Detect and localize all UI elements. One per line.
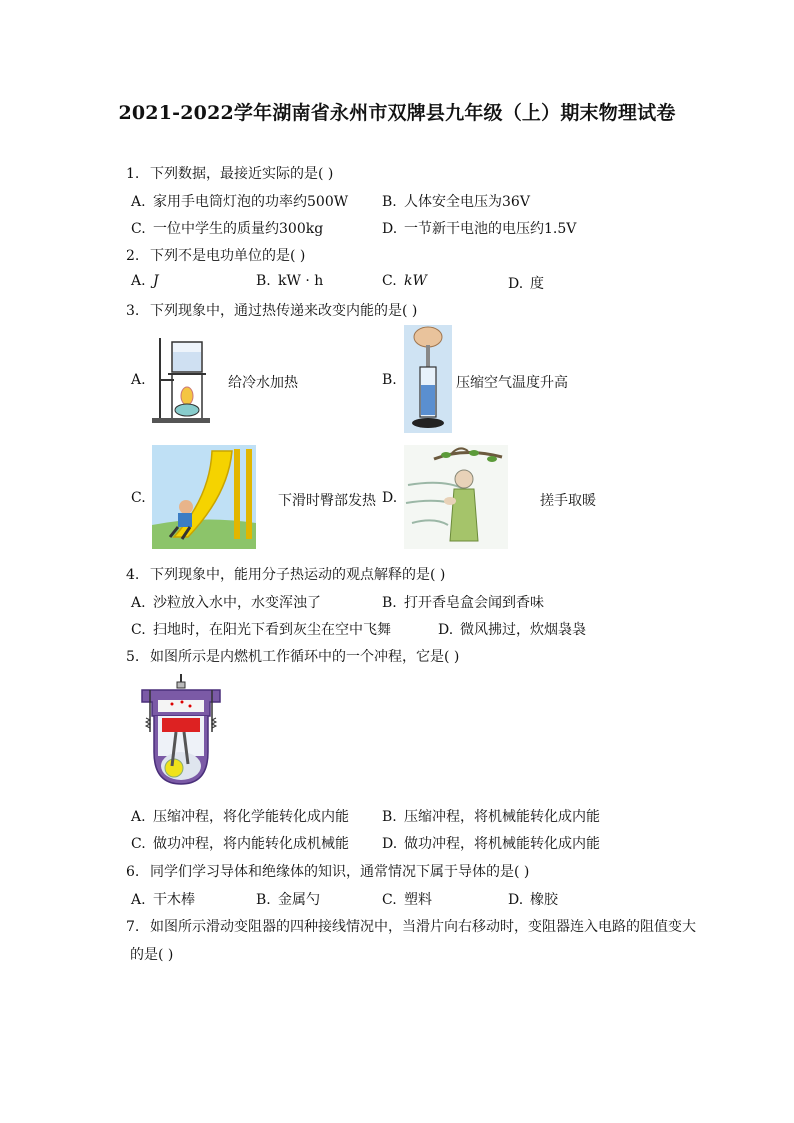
option-text: 做功冲程，将机械能转化成内能	[404, 836, 600, 852]
question-text: 同学们学习导体和绝缘体的知识，通常情况下属于导体的是( )	[150, 864, 530, 880]
option-label: B.	[382, 595, 397, 611]
option-label: B.	[256, 273, 271, 289]
question-number: 1.	[126, 166, 140, 182]
option-label: D.	[438, 622, 454, 638]
option-text: 度	[530, 276, 544, 292]
option-text: 一位中学生的质量约300kg	[153, 221, 324, 237]
option-3b-label: B.	[382, 372, 397, 388]
option-2b	[256, 273, 323, 289]
question-text: 如图所示是内燃机工作循环中的一个冲程，它是( )	[150, 649, 460, 665]
option-6b	[256, 889, 320, 909]
option-6c	[382, 889, 432, 909]
question-text: 下列现象中，通过热传递来改变内能的是( )	[150, 303, 418, 319]
question-6-stem	[126, 861, 529, 881]
option-text: 金属勺	[278, 892, 320, 908]
option-label: A.	[131, 194, 146, 210]
option-label: B.	[382, 194, 397, 210]
option-label: D.	[508, 276, 524, 292]
option-label: B.	[382, 809, 397, 825]
option-5a	[131, 806, 349, 826]
question-2-stem	[126, 245, 305, 265]
option-3d-caption: 搓手取暖	[540, 493, 596, 509]
engine-stroke-illustration	[136, 672, 226, 790]
option-1c	[131, 218, 323, 238]
option-label: C.	[382, 273, 397, 289]
option-text: 橡胶	[530, 892, 558, 908]
option-label: D.	[382, 221, 398, 237]
option-text: J	[153, 273, 159, 289]
option-3b-caption: 压缩空气温度升高	[456, 375, 568, 391]
option-1d	[382, 218, 576, 238]
question-text: 下列现象中，能用分子热运动的观点解释的是( )	[150, 567, 446, 583]
question-text: 如图所示滑动变阻器的四种接线情况中，当滑片向右移动时，变阻器连入电路的阻值变大	[150, 919, 696, 935]
option-text: 打开香皂盒会闻到香味	[404, 595, 544, 611]
option-label: B.	[256, 892, 271, 908]
option-label: A.	[131, 273, 146, 289]
question-number: 5.	[126, 649, 140, 665]
option-5b	[382, 806, 600, 826]
option-5d	[382, 833, 600, 853]
question-7-stem-continued: 的是( )	[130, 947, 174, 963]
question-number: 2.	[126, 248, 140, 264]
option-4b	[382, 592, 544, 612]
option-label: A.	[131, 892, 146, 908]
option-4d	[438, 619, 586, 639]
question-text: 下列不是电功单位的是( )	[150, 248, 306, 264]
rubbing-hands-illustration	[404, 445, 508, 549]
question-1-stem	[126, 163, 333, 183]
option-3c-caption: 下滑时臀部发热	[278, 493, 376, 509]
option-text: 做功冲程，将内能转化成机械能	[153, 836, 349, 852]
option-1b	[382, 191, 530, 211]
option-4c	[131, 619, 391, 639]
question-number: 4.	[126, 567, 140, 583]
question-4-stem	[126, 564, 445, 584]
page-title: 2021-2022学年湖南省永州市双牌县九年级（上）期末物理试卷	[118, 102, 676, 124]
slide-illustration	[152, 445, 256, 549]
option-text: 微风拂过，炊烟袅袅	[460, 622, 586, 638]
option-text: 塑料	[404, 892, 432, 908]
option-2c	[382, 273, 427, 289]
option-4a	[131, 592, 321, 612]
option-6d	[508, 889, 558, 909]
question-number: 3.	[126, 303, 140, 319]
question-3-stem	[126, 300, 417, 320]
option-label: A.	[131, 809, 146, 825]
question-number: 6.	[126, 864, 140, 880]
option-text: 干木棒	[153, 892, 195, 908]
option-text: kW	[404, 273, 427, 289]
option-3a-caption: 给冷水加热	[228, 375, 298, 391]
option-label: D.	[508, 892, 524, 908]
option-label: C.	[382, 892, 397, 908]
option-3a-label: A.	[131, 372, 146, 388]
option-label: A.	[131, 595, 146, 611]
question-7-stem	[126, 916, 696, 936]
question-text: 下列数据，最接近实际的是( )	[150, 166, 334, 182]
question-number: 7.	[126, 919, 140, 935]
option-3c-label: C.	[131, 490, 146, 506]
option-text: 压缩冲程，将机械能转化成内能	[404, 809, 600, 825]
option-text: kW · h	[278, 273, 324, 289]
option-1a	[131, 191, 348, 211]
option-label: C.	[131, 836, 146, 852]
option-label: C.	[131, 622, 146, 638]
option-text: 扫地时，在阳光下看到灰尘在空中飞舞	[153, 622, 391, 638]
option-text: 家用手电筒灯泡的功率约500W	[153, 194, 349, 210]
option-2a	[131, 273, 159, 289]
question-5-stem	[126, 646, 459, 666]
option-2d	[508, 273, 544, 293]
option-label: D.	[382, 836, 398, 852]
option-3d-label: D.	[382, 490, 398, 506]
option-text: 沙粒放入水中，水变浑浊了	[153, 595, 321, 611]
beaker-heating-illustration	[150, 334, 212, 426]
option-text: 人体安全电压为36V	[404, 194, 530, 210]
option-text: 一节新干电池的电压约1.5V	[404, 221, 577, 237]
air-pump-illustration	[404, 325, 452, 433]
option-label: C.	[131, 221, 146, 237]
option-text: 压缩冲程，将化学能转化成内能	[153, 809, 349, 825]
option-5c	[131, 833, 349, 853]
option-6a	[131, 889, 195, 909]
